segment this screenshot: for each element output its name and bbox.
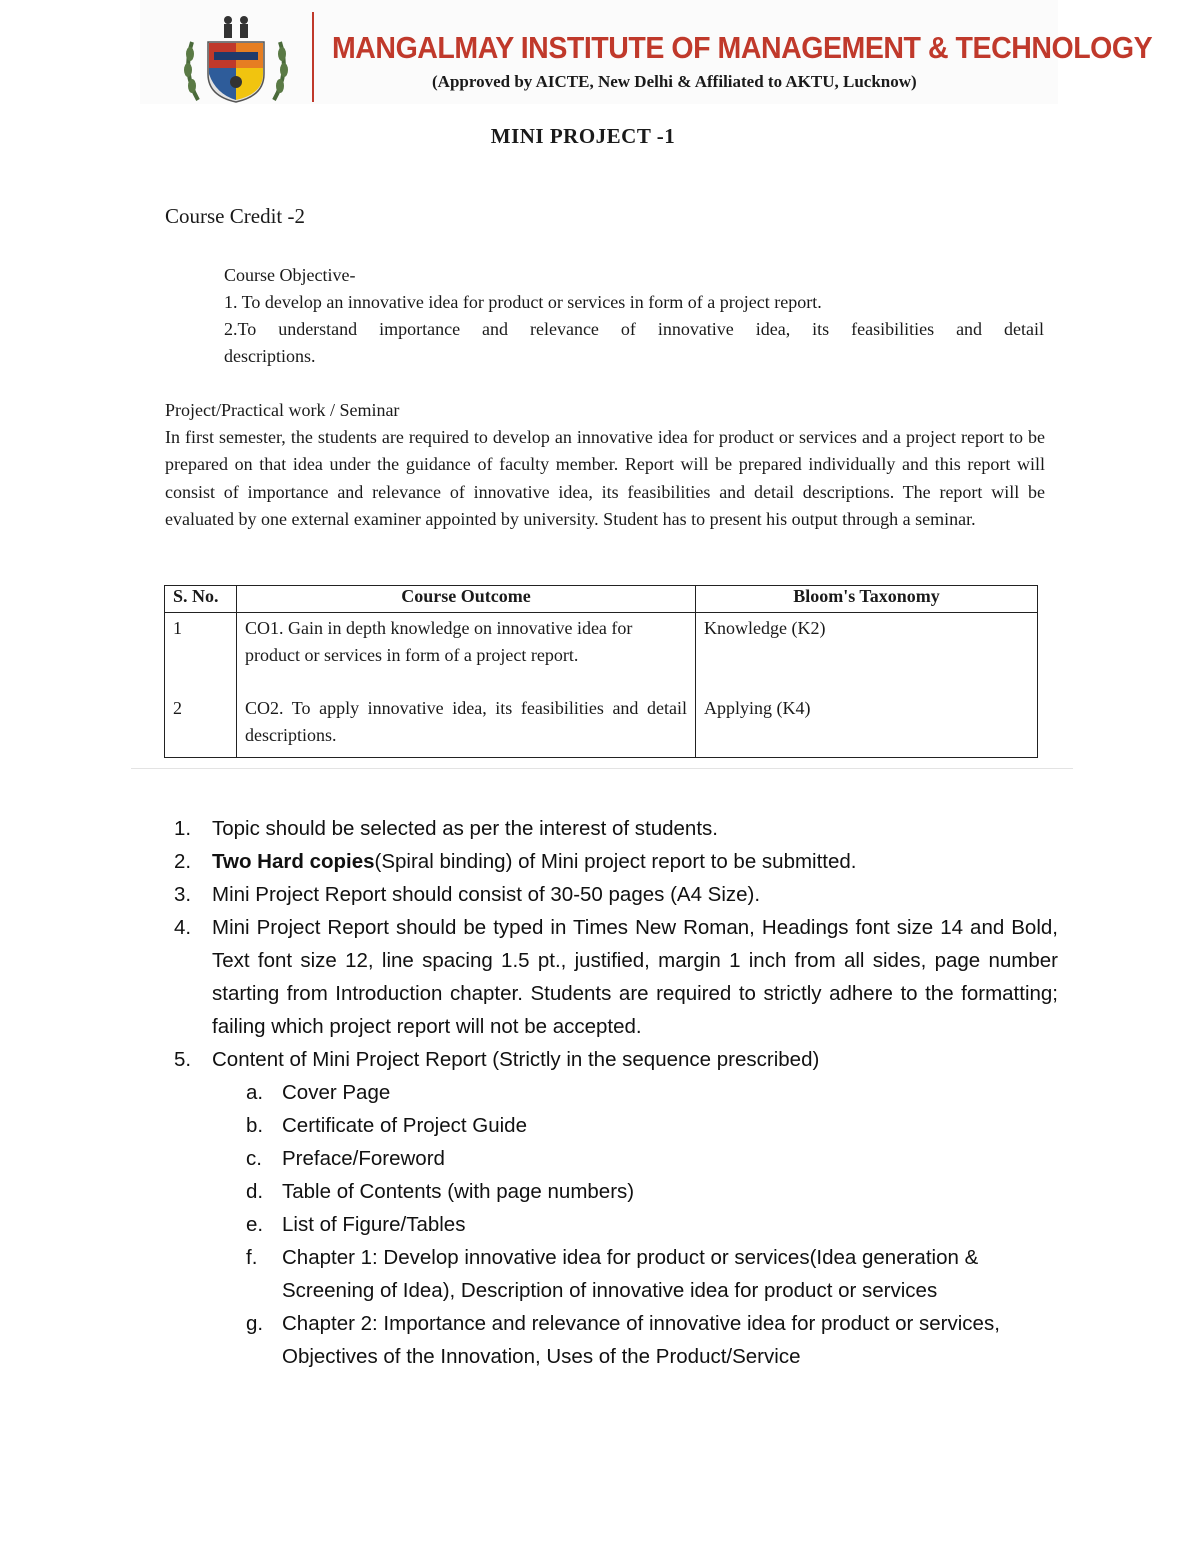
row-2-taxonomy: Applying (K4) [704, 698, 811, 718]
cell-taxonomy [696, 613, 1038, 752]
institute-name: MANGALMAY INSTITUTE OF MANAGEMENT & TECHNOLOGY [332, 30, 1153, 65]
content-item: a. Cover Page [246, 1081, 391, 1104]
content-item: f. Chapter 1: Develop innovative idea for product or services(Idea generation & Screening of Idea), Description of innovative idea for product or services [246, 1246, 979, 1302]
guidelines-list [174, 812, 1058, 1373]
header-course-outcome: Course Outcome [237, 586, 696, 613]
list-item: 2. Two Hard copies(Spiral binding) of Mini project report to be submitted. [174, 850, 857, 873]
section-divider [131, 768, 1073, 769]
table-bottom-spacer [165, 751, 1038, 757]
content-item: d. Table of Contents (with page numbers) [246, 1180, 635, 1203]
practical-section [165, 397, 1045, 533]
content-item: g. Chapter 2: Importance and relevance of innovative idea for product or services, Objectives of the Innovation, Uses of the Product/Service [246, 1312, 1000, 1368]
list-item: 1. Topic should be selected as per the interest of students. [174, 817, 718, 840]
row-2-sno: 2 [173, 698, 182, 718]
table-row [165, 613, 1038, 752]
list-item: 3. Mini Project Report should consist of 30-50 pages (A4 Size). [174, 883, 761, 906]
content-item: c. Preface/Foreword [246, 1147, 445, 1170]
table-header-row [165, 586, 1038, 613]
objective-item: 1. To develop an innovative idea for product or services in form of a project report. [224, 292, 822, 312]
objective-item: descriptions. [224, 346, 316, 366]
practical-text: In first semester, the students are required to develop an innovative idea for product or services and a project report to be prepared on that idea under the guidance of faculty member. Report will be prepared individually and this report will consist of importance and relevance of innovative idea, its feasibilities and detail descriptions. The report will be evaluated by one external examiner appointed by university. Student has to present his output through a seminar. [165, 427, 1045, 529]
content-item: b. Certificate of Project Guide [246, 1114, 527, 1137]
header-blooms-taxonomy: Bloom's Taxonomy [696, 586, 1038, 613]
course-credit: Course Credit -2 [165, 204, 305, 228]
objectives-heading: Course Objective- [224, 265, 356, 285]
institute-logo [178, 12, 294, 104]
objective-item: 2.To understand importance and relevance of innovative idea, its feasibilities and detail [224, 319, 1044, 339]
institute-subtitle: (Approved by AICTE, New Delhi & Affiliated to AKTU, Lucknow) [432, 72, 917, 91]
header-sno: S. No. [165, 586, 237, 613]
course-objectives [224, 262, 1044, 370]
course-outcome-table [164, 585, 1038, 758]
row-1-taxonomy: Knowledge (K2) [704, 618, 826, 638]
header-divider [312, 12, 314, 102]
row-2-outcome: CO2. To apply innovative idea, its feasibilities and detail descriptions. [245, 698, 687, 745]
row-1-sno: 1 [173, 618, 182, 638]
cell-sno [165, 613, 237, 752]
content-item: e. List of Figure/Tables [246, 1213, 466, 1236]
document-title: MINI PROJECT -1 [490, 124, 676, 148]
practical-heading: Project/Practical work / Seminar [165, 400, 400, 420]
list-item: 4. Mini Project Report should be typed in Times New Roman, Headings font size 14 and Bold, Text font size 12, line spacing 1.5 pt., justified, margin 1 inch from all sides, page number starting from Introduction chapter. Students are required to strictly adhere to the formatting; failing which project report will not be accepted. [174, 916, 1058, 1038]
list-item: 5. Content of Mini Project Report (Strictly in the sequence prescribed) [174, 1048, 820, 1071]
cell-outcome [237, 613, 696, 752]
row-1-outcome: CO1. Gain in depth knowledge on innovative idea for product or services in form of a project report. [245, 618, 633, 665]
